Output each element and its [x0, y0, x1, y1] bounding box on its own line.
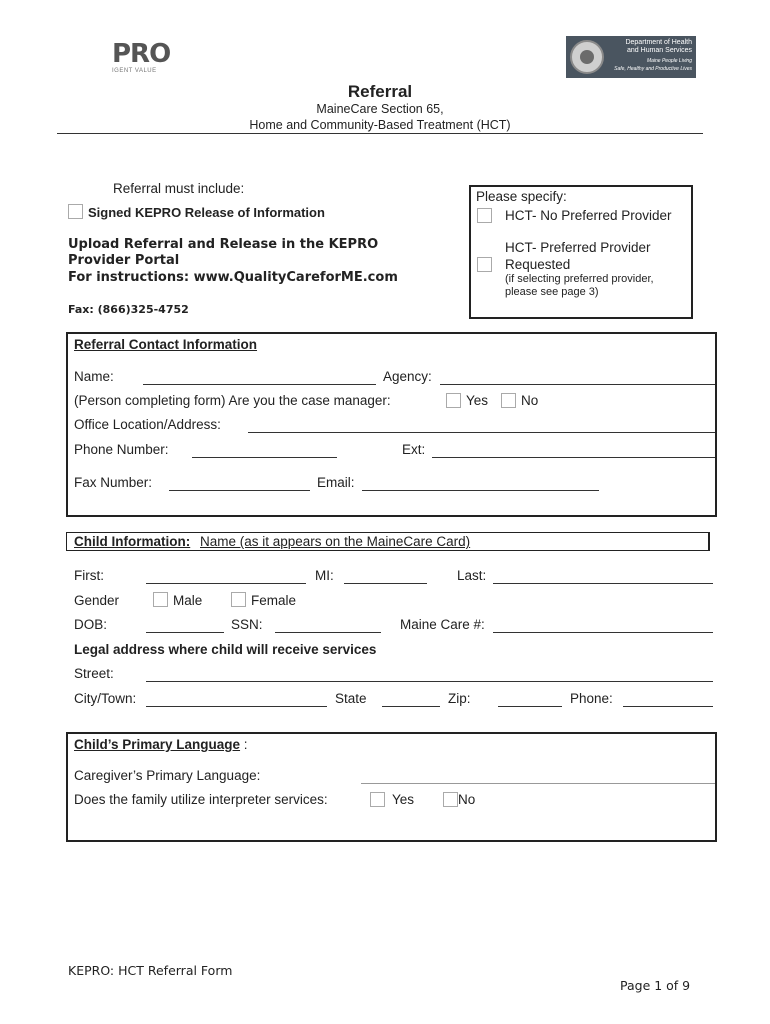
language-heading-wrap — [74, 737, 248, 752]
maine-seal-icon — [570, 40, 604, 74]
kepro-logo — [112, 40, 172, 80]
fax-label: Fax Number: — [74, 475, 153, 490]
ext-field[interactable] — [432, 457, 715, 458]
gender-male-checkbox[interactable] — [153, 592, 168, 607]
upload-instructions-2: Provider Portal — [68, 253, 180, 268]
gender-female-checkbox[interactable] — [231, 592, 246, 607]
mainecare-label: Maine Care #: — [400, 617, 485, 632]
logo-text: PRO — [112, 39, 171, 69]
child-info-header-box — [66, 532, 710, 551]
provider-preference-box — [469, 185, 693, 319]
contact-heading: Referral Contact Information — [74, 337, 258, 352]
email-label: Email: — [317, 475, 355, 490]
phone-field[interactable] — [192, 457, 337, 458]
page-title: Referral — [347, 82, 413, 101]
interpreter-yes-label: Yes — [392, 792, 415, 807]
language-section — [66, 732, 717, 842]
dob-field[interactable] — [146, 632, 224, 633]
agency-field[interactable] — [440, 384, 715, 385]
preferred-provider-checkbox[interactable] — [477, 257, 492, 272]
interpreter-no-label: No — [458, 792, 476, 807]
ssn-label: SSN: — [231, 617, 263, 632]
dhhs-line3: Maine People Living — [646, 58, 692, 64]
preferred-provider-note-1: (if selecting preferred provider, — [505, 273, 654, 285]
case-manager-no-label: No — [521, 393, 539, 408]
phone-label: Phone Number: — [74, 442, 169, 457]
mainecare-field[interactable] — [493, 632, 713, 633]
preferred-provider-label-1: HCT- Preferred Provider — [505, 240, 651, 255]
language-heading-colon: : — [240, 737, 248, 752]
caregiver-language-field[interactable] — [361, 783, 715, 784]
dob-label: DOB: — [74, 617, 108, 632]
footer-page-number: Page 1 of 9 — [620, 978, 691, 993]
first-field[interactable] — [146, 583, 306, 584]
case-manager-yes-checkbox[interactable] — [446, 393, 461, 408]
child-phone-label: Phone: — [570, 691, 613, 706]
city-label: City/Town: — [74, 691, 137, 706]
gender-female-label: Female — [251, 593, 297, 608]
office-label: Office Location/Address: — [74, 417, 221, 432]
agency-label: Agency: — [383, 369, 432, 384]
interpreter-no-checkbox[interactable] — [443, 792, 458, 807]
page-subtitle-1: MaineCare Section 65, — [316, 102, 444, 116]
must-include-label: Referral must include: — [113, 181, 245, 196]
state-label: State — [335, 691, 367, 706]
no-preferred-provider-checkbox[interactable] — [477, 208, 492, 223]
dhhs-badge — [566, 36, 696, 78]
last-field[interactable] — [493, 583, 713, 584]
street-label: Street: — [74, 666, 114, 681]
child-heading: Child Information: — [74, 534, 191, 549]
header-rule — [57, 133, 703, 134]
interpreter-yes-checkbox[interactable] — [370, 792, 385, 807]
name-field[interactable] — [143, 384, 376, 385]
footer-form-name: KEPRO: HCT Referral Form — [68, 963, 233, 978]
ssn-field[interactable] — [275, 632, 381, 633]
child-heading-wrap — [74, 534, 470, 549]
language-heading: Child’s Primary Language — [74, 737, 241, 752]
email-field[interactable] — [362, 490, 599, 491]
no-preferred-provider-label: HCT- No Preferred Provider — [505, 208, 672, 223]
mi-field[interactable] — [344, 583, 427, 584]
please-specify-label: Please specify: — [476, 189, 567, 204]
case-manager-no-checkbox[interactable] — [501, 393, 516, 408]
city-field[interactable] — [146, 706, 327, 707]
logo-tagline: IGENT VALUE — [112, 68, 157, 74]
dhhs-line4: Safe, Healthy and Productive Lives — [614, 66, 692, 72]
name-label: Name: — [74, 369, 114, 384]
page-subtitle-2: Home and Community-Based Treatment (HCT) — [249, 118, 511, 132]
interpreter-question: Does the family utilize interpreter services: — [74, 792, 328, 807]
preferred-provider-note-2: please see page 3) — [505, 286, 599, 298]
legal-address-heading: Legal address where child will receive services — [74, 642, 377, 657]
zip-field[interactable] — [498, 706, 562, 707]
gender-label: Gender — [74, 593, 120, 608]
fax-number: Fax: (866)325-4752 — [68, 303, 189, 316]
zip-label: Zip: — [448, 691, 471, 706]
first-label: First: — [74, 568, 104, 583]
dhhs-line2: and Human Services — [627, 47, 692, 54]
child-phone-field[interactable] — [623, 706, 713, 707]
last-label: Last: — [457, 568, 487, 583]
mi-label: MI: — [315, 568, 334, 583]
upload-instructions-3: For instructions: www.QualityCareforME.com — [68, 270, 398, 285]
signed-release-checkbox[interactable] — [68, 204, 83, 219]
gender-male-label: Male — [173, 593, 203, 608]
street-field[interactable] — [146, 681, 713, 682]
upload-instructions-1: Upload Referral and Release in the KEPRO — [68, 237, 379, 252]
signed-release-label: Signed KEPRO Release of Information — [88, 205, 325, 220]
child-heading-note: Name (as it appears on the MaineCare Card) — [200, 534, 471, 549]
referral-contact-section — [66, 332, 717, 517]
case-manager-question: (Person completing form) Are you the case manager: — [74, 393, 391, 408]
state-field[interactable] — [382, 706, 440, 707]
preferred-provider-label-2: Requested — [505, 257, 571, 272]
dhhs-line1: Department of Health — [625, 39, 692, 46]
caregiver-language-label: Caregiver’s Primary Language: — [74, 768, 261, 783]
fax-field[interactable] — [169, 490, 310, 491]
case-manager-yes-label: Yes — [466, 393, 489, 408]
ext-label: Ext: — [402, 442, 426, 457]
office-field[interactable] — [248, 432, 715, 433]
